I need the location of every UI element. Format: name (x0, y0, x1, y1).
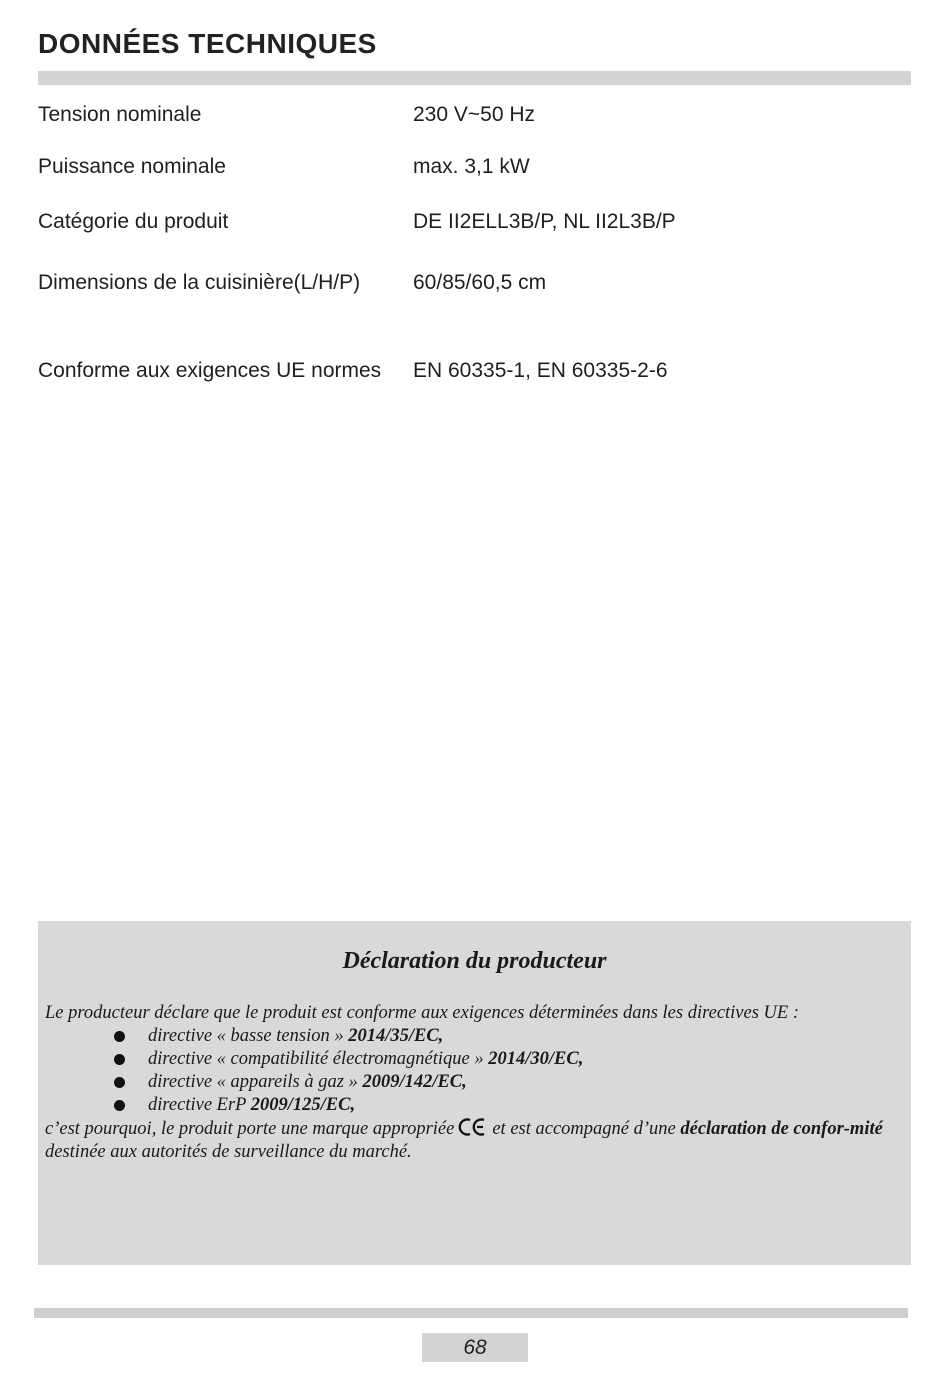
bullet-icon (114, 1031, 125, 1042)
spec-label: Catégorie du produit (38, 210, 229, 233)
spec-label: Puissance nominale (38, 155, 226, 178)
outro-bold: déclaration de confor-mité (680, 1119, 883, 1139)
outro-after: destinée aux autorités de surveillance du marché. (45, 1142, 412, 1162)
directive-ref: 2014/30/EC, (488, 1049, 584, 1069)
directive-text: directive « appareils à gaz » (148, 1072, 363, 1092)
outro-before: c’est pourquoi, le produit porte une marque appropriée (45, 1119, 455, 1139)
spec-label: Conforme aux exigences UE normes (38, 359, 382, 382)
outro-middle: et est accompagné d’une (492, 1119, 676, 1139)
spec-value: 60/85/60,5 cm (413, 271, 547, 294)
page-number: 68 (422, 1333, 528, 1362)
producer-declaration-box (38, 921, 911, 1265)
directive-text: directive ErP (148, 1095, 251, 1115)
declaration-title: Déclaration du producteur (342, 948, 607, 974)
spec-value: DE II2ELL3B/P, NL II2L3B/P (413, 210, 676, 233)
footer-bar (34, 1308, 908, 1318)
directive-item-emc (38, 1048, 911, 1071)
directive-text: directive « basse tension » (148, 1026, 349, 1046)
directive-list (38, 1025, 911, 1117)
directive-text: directive « compatibilité électromagnétique » (148, 1049, 489, 1069)
page-title: DONNÉES TECHNIQUES (38, 28, 377, 59)
spec-value: EN 60335-1, EN 60335-2-6 (413, 359, 668, 382)
spec-value: 230 V~50 Hz (413, 103, 536, 126)
bullet-icon (114, 1100, 125, 1111)
title-underline-bar (38, 71, 911, 85)
declaration-outro (45, 1117, 900, 1164)
bullet-icon (114, 1077, 125, 1088)
spec-label: Dimensions de la cuisinière(L/H/P) (38, 271, 361, 294)
directive-ref: 2014/35/EC, (348, 1026, 444, 1046)
directive-item-erp (38, 1094, 911, 1117)
directive-ref: 2009/142/EC, (362, 1072, 467, 1092)
spec-value: max. 3,1 kW (413, 155, 530, 178)
ce-mark-icon (458, 1117, 488, 1137)
bullet-icon (114, 1054, 125, 1065)
declaration-intro: Le producteur déclare que le produit est conforme aux exigences déterminées dans les directives UE : (45, 1003, 800, 1023)
directive-item-low-voltage (38, 1025, 911, 1048)
spec-label: Tension nominale (38, 103, 202, 126)
directive-item-gas-appliances (38, 1071, 911, 1094)
directive-ref: 2009/125/EC, (250, 1095, 356, 1115)
